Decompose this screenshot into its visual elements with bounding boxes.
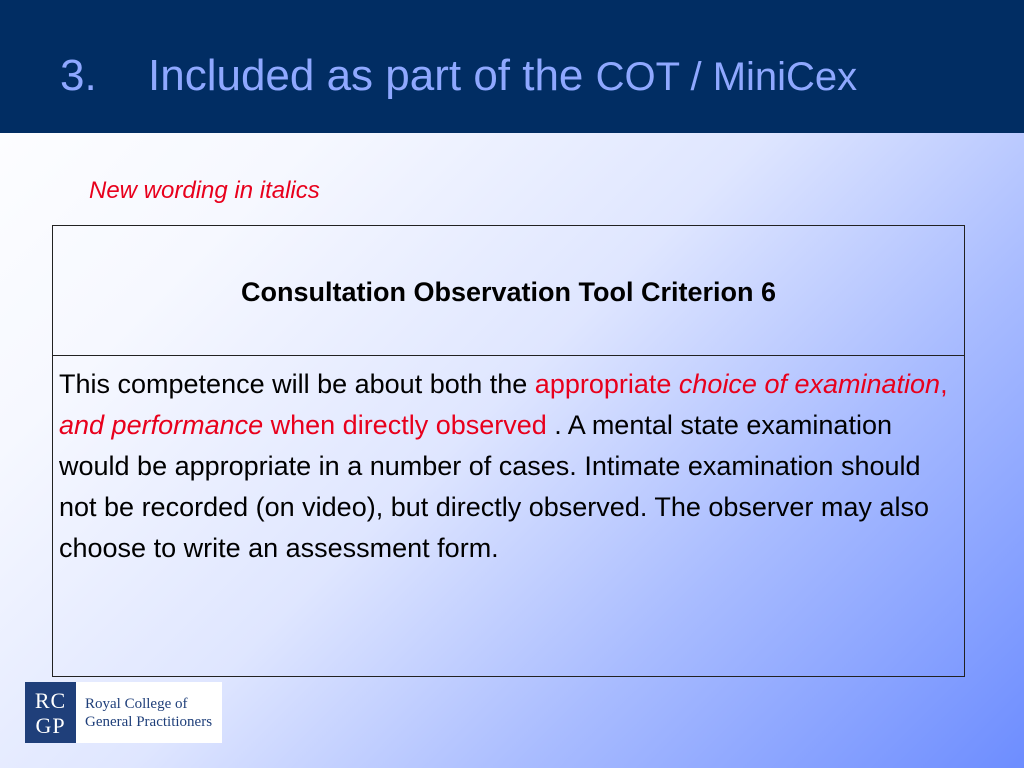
criterion-title: Consultation Observation Tool Criterion 6 bbox=[240, 277, 777, 307]
body-text-1: This competence will be about both the bbox=[59, 369, 535, 399]
rcgp-logo bbox=[25, 682, 222, 743]
slide-title bbox=[60, 48, 857, 105]
criterion-header-cell bbox=[53, 226, 964, 356]
body-text-5: and performance bbox=[59, 410, 264, 440]
body-text-2: appropriate bbox=[534, 369, 679, 399]
title-suffix: COT / MiniCex bbox=[595, 55, 858, 99]
logo-mark-bottom: GP bbox=[35, 712, 66, 738]
criterion-table bbox=[52, 225, 965, 677]
logo-mark-top: RC bbox=[34, 687, 67, 713]
criterion-body-text bbox=[59, 364, 948, 569]
rcgp-logo-mark bbox=[25, 682, 76, 743]
wording-note: New wording in italics bbox=[89, 177, 320, 204]
body-text-3: choice of examination bbox=[678, 369, 941, 399]
body-text-6: when directly observed bbox=[263, 410, 547, 440]
body-text-4: , bbox=[940, 369, 948, 399]
logo-line-1: Royal College of bbox=[85, 695, 188, 712]
body-text-7: . A mental state examination would be appropriate in a number of cases. Intimate examination should not be recorded (on video), but directly observed. The observer may also choose to write an assessment form. bbox=[59, 410, 929, 563]
logo-text bbox=[85, 695, 212, 731]
logo-line-2: General Practitioners bbox=[85, 713, 213, 730]
title-bar bbox=[0, 0, 1024, 133]
title-number: 3. bbox=[60, 51, 97, 100]
title-main: Included as part of the bbox=[148, 51, 584, 100]
